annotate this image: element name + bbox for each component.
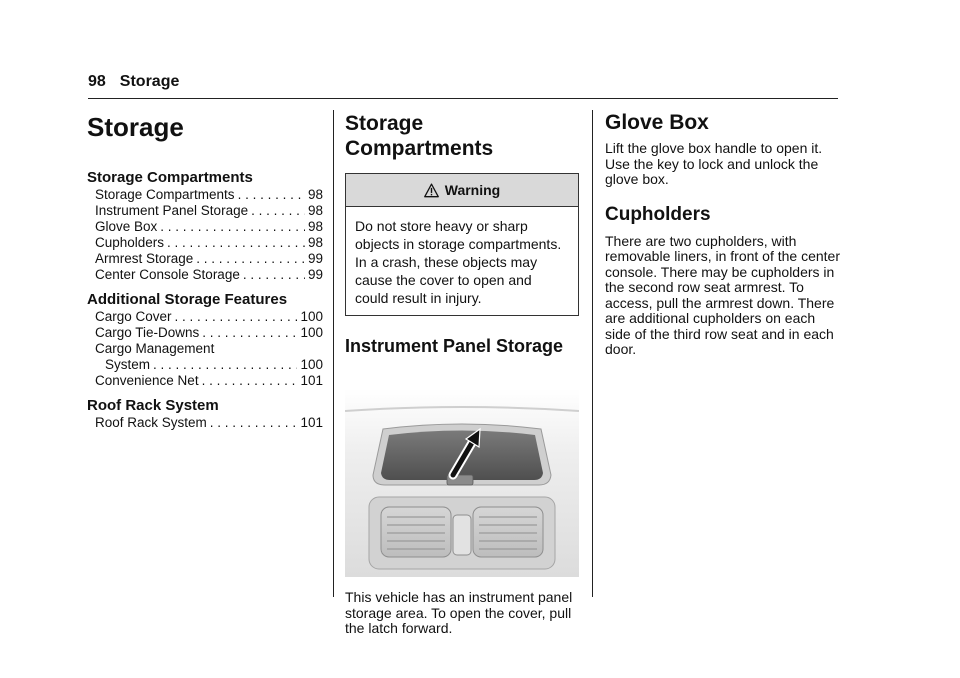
instrument-panel-text: This vehicle has an instrument panel storage area. To open the cover, pull the latch forward. [345, 589, 573, 636]
toc-link-instrument-panel-storage[interactable]: Instrument Panel Storage . . . 98 [87, 203, 323, 219]
instrument-panel-heading: Instrument Panel Storage [345, 336, 564, 356]
glove-box-text: Lift the glove box handle to open it. Use the key to lock and unlock the glove box. [605, 140, 823, 187]
warning-box [345, 173, 579, 316]
toc-section-roof-rack [87, 397, 323, 431]
toc-link-cargo-tie-downs[interactable]: Cargo Tie-Downs . . . 100 [87, 325, 323, 341]
toc-section-additional-storage [87, 291, 323, 389]
warning-header [346, 174, 578, 207]
page-number: 98 [88, 73, 106, 90]
instrument-panel-illustration [345, 389, 579, 577]
glove-cupholder-column [605, 110, 840, 358]
glove-box-heading: Glove Box [605, 111, 709, 134]
toc-link-cupholders[interactable]: Cupholders . . . 98 [87, 235, 323, 251]
toc-link-armrest-storage[interactable]: Armrest Storage . . . 99 [87, 251, 323, 267]
toc-section-title: Storage Compartments [87, 169, 253, 186]
toc-link-glove-box[interactable]: Glove Box . . . 98 [87, 219, 323, 235]
toc-column [87, 110, 323, 431]
toc-link-cargo-management-line1[interactable]: Cargo Management [95, 341, 215, 356]
column-rule-right [592, 110, 593, 597]
header-rule [88, 98, 838, 99]
toc-section-storage-compartments [87, 169, 323, 283]
warning-title: Warning [444, 182, 501, 198]
toc-link-cargo-management[interactable]: System . . . 100 [87, 357, 323, 373]
toc-link-cargo-cover[interactable]: Cargo Cover . . . 100 [87, 309, 323, 325]
warning-text: Do not store heavy or sharp objects in storage compartments. In a crash, these objects may cause the cover to open and could result in injury. [355, 218, 562, 306]
toc-link-center-console-storage[interactable]: Center Console Storage . . . 99 [87, 267, 323, 283]
compartments-heading: Storage Compartments [345, 112, 494, 160]
toc-link-roof-rack-system[interactable]: Roof Rack System . . . 101 [87, 415, 323, 431]
running-header [88, 73, 179, 91]
running-section-title: Storage [119, 73, 180, 90]
column-rule-left [333, 110, 334, 597]
toc-link-storage-compartments[interactable]: Storage Compartments . . . 98 [87, 187, 323, 203]
cupholders-text: There are two cupholders, with removable liners, in front of the center console. There may be cupholders in the second row seat armrest. To access, pull the armrest down. There are additional cupholders on each side of the third row seat and in each door. [605, 232, 841, 357]
toc-section-title: Roof Rack System [87, 397, 219, 414]
toc-link-convenience-net[interactable]: Convenience Net . . . 101 [87, 373, 323, 389]
cupholders-heading: Cupholders [605, 203, 711, 225]
chapter-title: Storage [87, 112, 184, 142]
warning-triangle-icon [424, 183, 439, 198]
compartments-column [345, 110, 579, 637]
toc-section-title: Additional Storage Features [87, 291, 288, 308]
